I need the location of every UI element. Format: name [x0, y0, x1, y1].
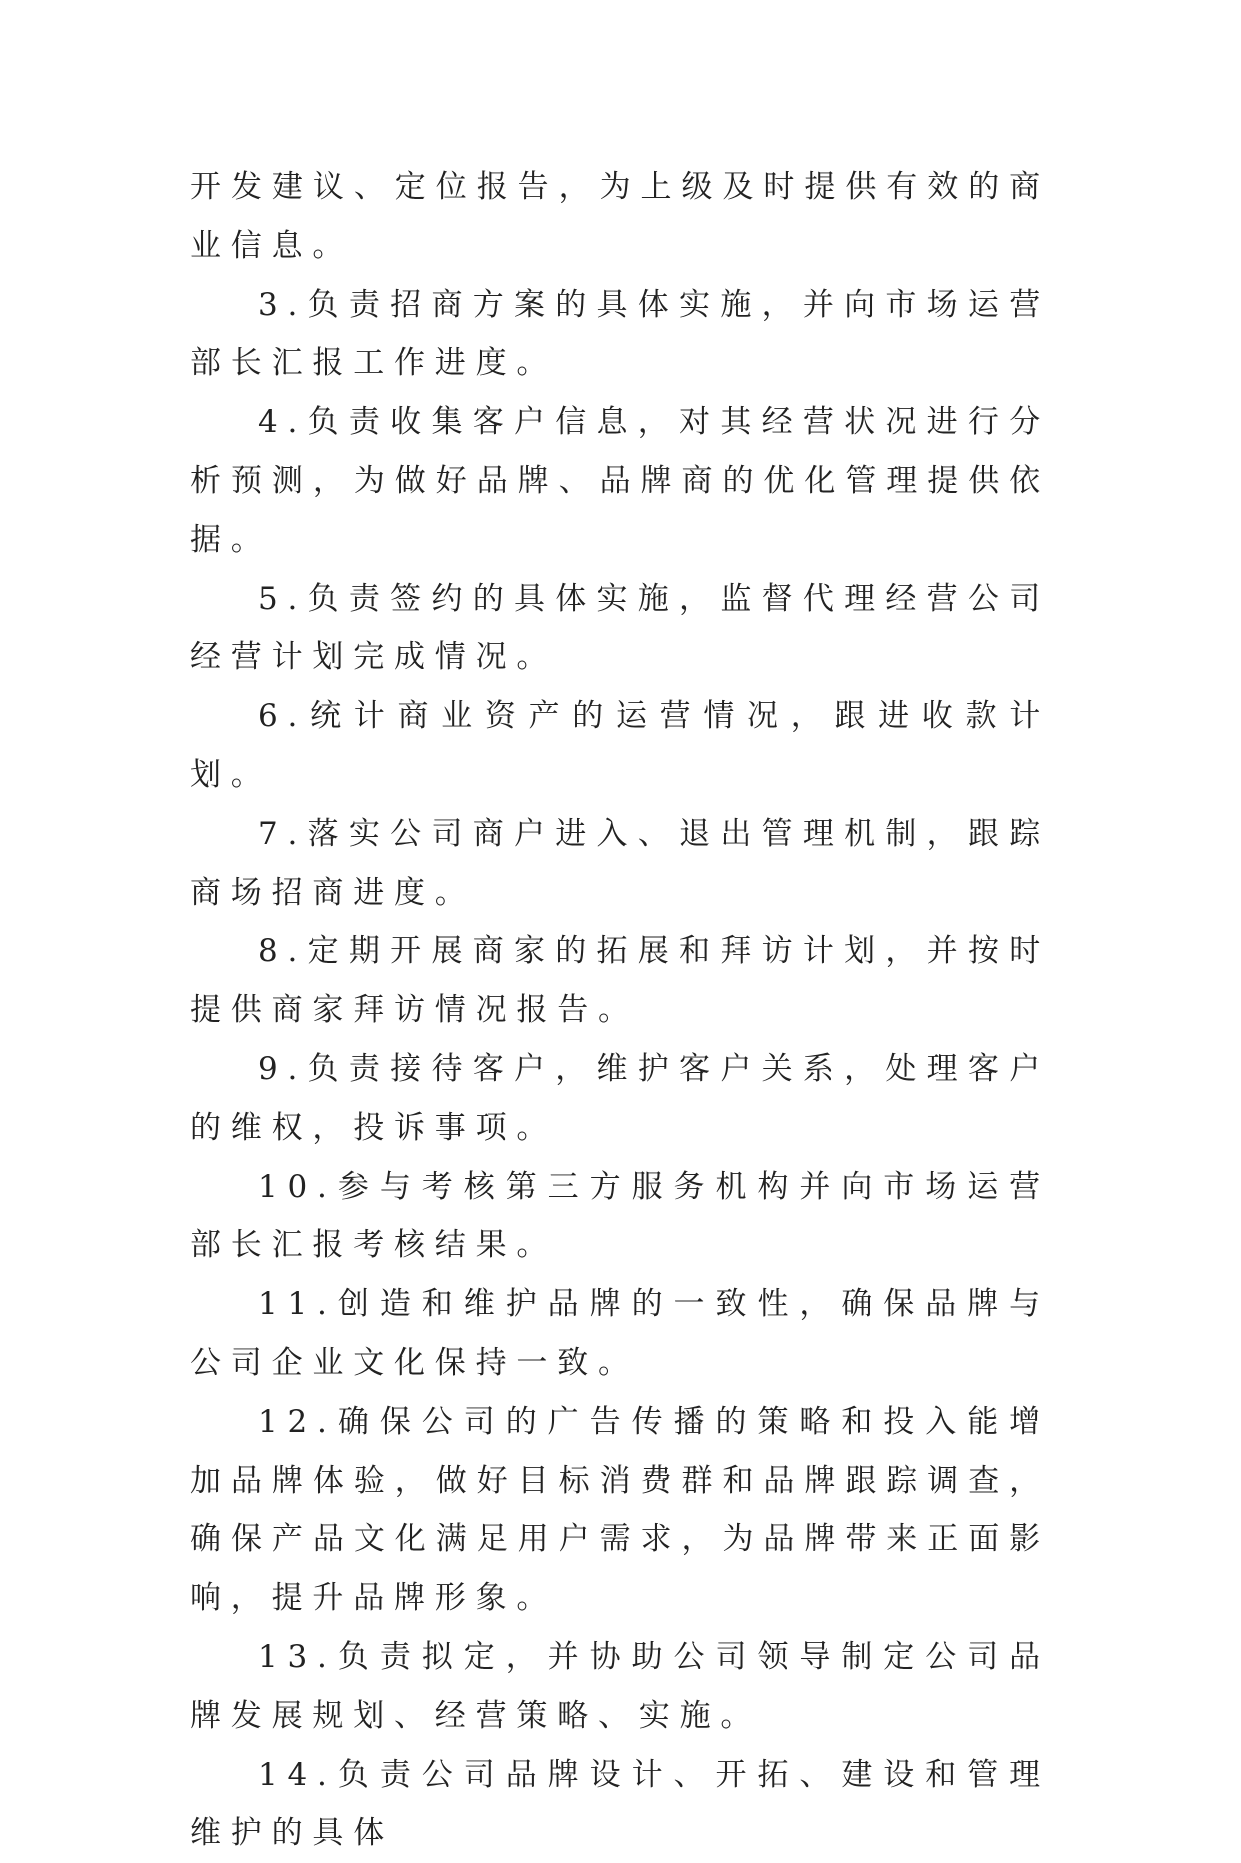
paragraph-item-6: 6.统计商业资产的运营情况，跟进收款计划。 [190, 698, 1050, 793]
paragraph-item-11: 11.创造和维护品牌的一致性，确保品牌与公司企业文化保持一致。 [190, 1286, 1050, 1381]
paragraph-item-12: 12.确保公司的广告传播的策略和投入能增加品牌体验，做好目标消费群和品牌跟踪调查，确保产品文化满足用户需求，为品牌带来正面影响，提升品牌形象。 [190, 1403, 1050, 1617]
paragraph-item-13: 13.负责拟定，并协助公司领导制定公司品牌发展规划、经营策略、实施。 [190, 1638, 1050, 1734]
paragraph-item-3: 3.负责招商方案的具体实施，并向市场运营部长汇报工作进度。 [190, 286, 1050, 382]
paragraph-item-9: 9.负责接待客户，维护客户关系，处理客户的维权，投诉事项。 [190, 1050, 1050, 1146]
paragraph-item-5: 5.负责签约的具体实施，监督代理经营公司经营计划完成情况。 [190, 580, 1050, 676]
paragraph-item-8: 8.定期开展商家的拓展和拜访计划，并按时提供商家拜访情况报告。 [190, 933, 1050, 1029]
paragraph-item-4: 4.负责收集客户信息，对其经营状况进行分析预测，为做好品牌、品牌商的优化管理提供依据。 [190, 404, 1050, 558]
paragraph-item-14: 14.负责公司品牌设计、开拓、建设和管理维护的具体 [190, 1756, 1050, 1852]
paragraph-item-7: 7.落实公司商户进入、退出管理机制，跟踪商场招商进度。 [190, 815, 1050, 911]
paragraph-item-10: 10.参与考核第三方服务机构并向市场运营部长汇报考核结果。 [190, 1168, 1050, 1264]
document-body [190, 158, 1050, 1863]
paragraph-continuation: 开发建议、定位报告，为上级及时提供有效的商业信息。 [190, 169, 1050, 264]
